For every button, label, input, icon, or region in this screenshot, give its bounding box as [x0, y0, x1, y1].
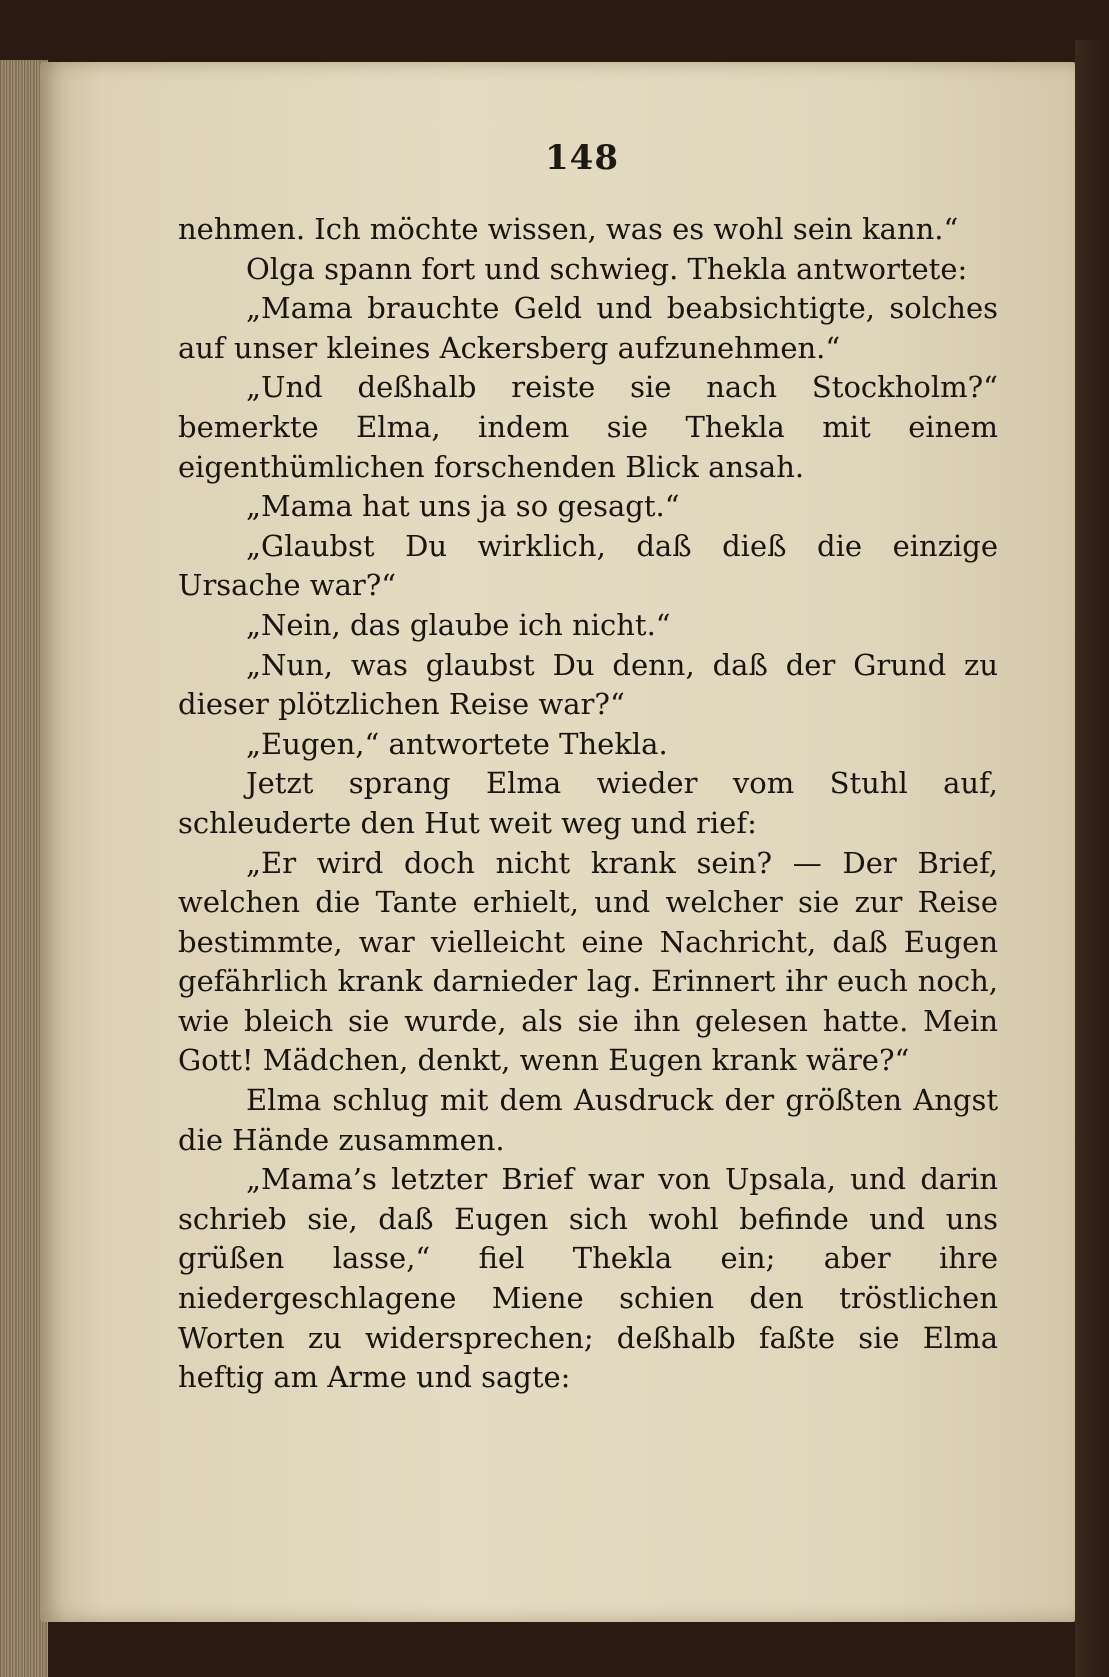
paragraph: „Mama’s letzter Brief war von Upsala, und darin schrieb sie, daß Eugen sich wohl befinde und uns grüßen lasse,“ fiel Thekla ein; aber ihre niedergeschlagene Miene schien den tröstlichen Worten zu widersprechen; deßhalb faßte sie Elma heftig am Arme und sagte:	[178, 1162, 998, 1395]
book-cover-edge	[1075, 40, 1109, 1677]
paragraph: Olga spann fort und schwieg. Thekla antwortete:	[246, 251, 968, 286]
paragraph: Jetzt sprang Elma wieder vom Stuhl auf, schleuderte den Hut weit weg und rief:	[178, 766, 998, 840]
paragraph: „Glaubst Du wirklich, daß dieß die einzige Ursache war?“	[178, 528, 998, 603]
paragraph: „Er wird doch nicht krank sein? — Der Brief, welchen die Tante erhielt, und welcher sie zur Reise bestimmte, war vielleicht eine Nachricht, daß Eugen gefährlich krank darnieder lag. Erinnert ihr euch noch, wie bleich sie wurde, als sie ihn gelesen hatte. Mein Gott! Mädchen, denkt, wenn Eugen krank wäre?“	[178, 845, 998, 1078]
page-number: 148	[545, 138, 619, 178]
paragraph: „Mama brauchte Geld und beabsichtigte, solches auf unser kleines Ackersberg aufzunehmen.“	[178, 291, 998, 365]
paragraph: „Eugen,“ antwortete Thekla.	[246, 726, 668, 761]
paragraph: „Mama hat uns ja so gesagt.“	[246, 489, 680, 524]
paragraph: „Nun, was glaubst Du denn, daß der Grund zu dieser plötzlichen Reise war?“	[178, 647, 998, 722]
page-text	[178, 210, 998, 1398]
paragraph: „Nein, das glaube ich nicht.“	[246, 607, 671, 642]
paragraph: Elma schlug mit dem Ausdruck der größten Angst die Hände zusammen.	[178, 1083, 998, 1157]
paragraph: nehmen. Ich möchte wissen, was es wohl sein kann.“	[178, 212, 959, 246]
paragraph: „Und deßhalb reiste sie nach Stockholm?“ bemerkte Elma, indem sie Thekla mit einem eigenthümlichen forschenden Blick ansah.	[178, 370, 998, 484]
